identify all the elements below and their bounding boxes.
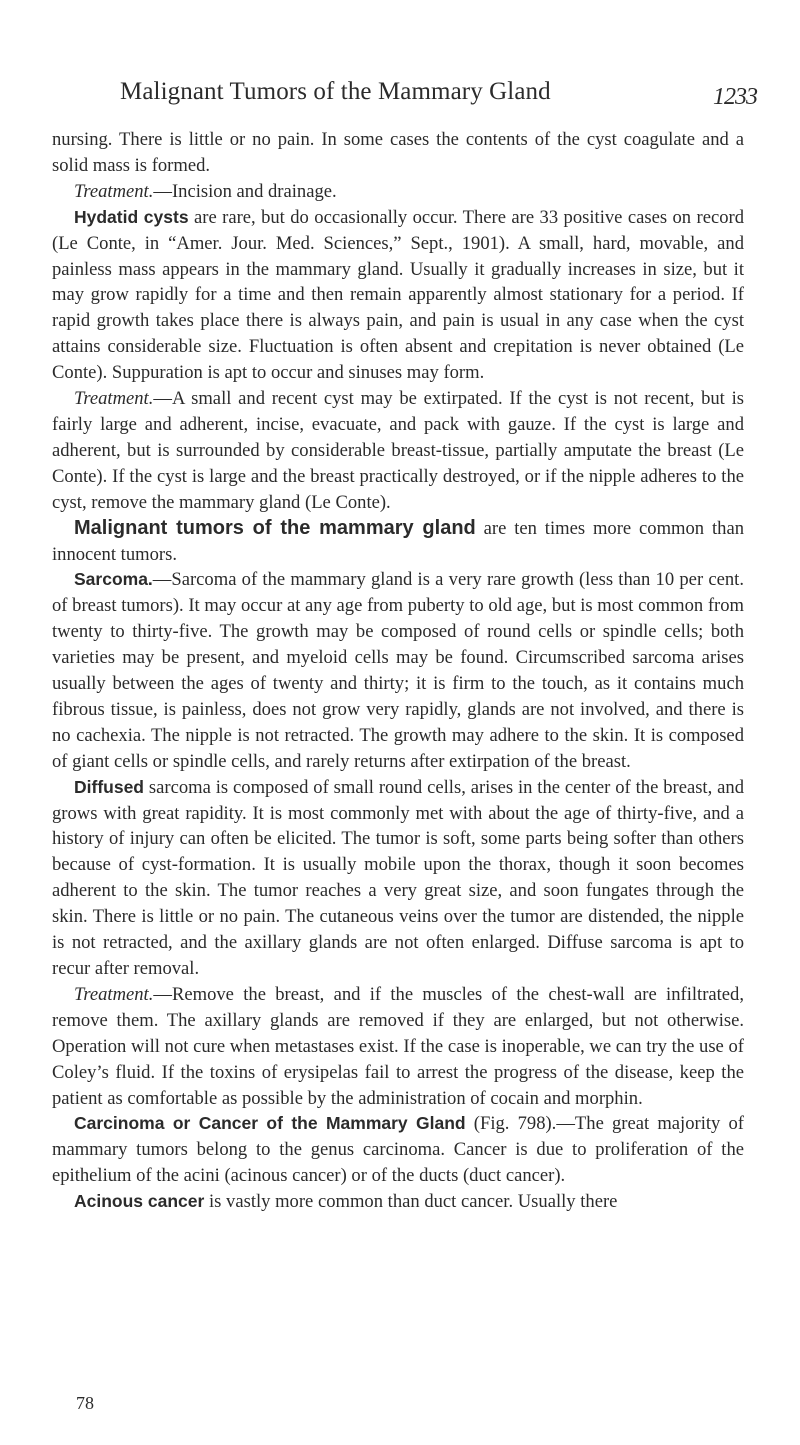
paragraph	[52, 567, 744, 774]
subheading-italic: Treatment.	[74, 983, 154, 1005]
subheading-italic: Treatment.	[74, 388, 154, 410]
paragraph	[52, 516, 744, 568]
page-number: 1233	[713, 84, 757, 110]
body-text	[52, 127, 744, 1215]
paragraph-text: —Remove the breast, and if the muscles of the chest-wall are infiltrated, remove them. The axillary glands are removed if they are enlarged, but not otherwise. Operation will not cure when metastases exist. If the case is inoperable, we can try the use of Coley’s fluid. If the toxins of erysipelas fail to arrest the progress of the disease, keep the patient as comfortable as possible by the administration of cocain and morphin.	[52, 983, 744, 1109]
paragraph-text: are rare, but do occasionally occur. There are 33 positive cases on record (Le Conte, in “Amer. Jour. Med. Sciences,” Sept., 1901). A small, hard, movable, and painless mass appears in the mammary gland. Usually it gradually increases in size, but it may grow rapidly for a time and then remain apparently almost stationary for a period. If rapid growth takes place there is always pain, and pain is usual in any case when the cyst attains considerable size. Fluctuation is often absent and crepitation is never obtained (Le Conte). Suppuration is apt to occur and sinuses may form.	[52, 206, 745, 384]
paragraph	[52, 179, 744, 205]
paragraph-text: (Fig. 798).—The great majority of mammary tumors belong to the genus carcinoma. Cancer is due to proliferation of the epithelium of the acini (acinous cancer) or of the ducts (duct cancer).	[52, 1113, 744, 1187]
section-heading: Sarcoma.	[74, 569, 153, 590]
paragraph	[52, 775, 744, 982]
subheading-italic: Treatment.	[74, 180, 154, 202]
paragraph	[52, 127, 744, 179]
paragraph-text: sarcoma is composed of small round cells, arises in the center of the breast, and grows with great rapidity. It is most commonly met with about the age of thirty-five, and a history of injury can often be elicited. The tumor is soft, some parts being softer than others because of cyst-formation. It is usually mobile upon the thorax, though it soon becomes adherent to the skin. The tumor reaches a very great size, and soon fungates through the skin. There is little or no pain. The cutaneous veins over the tumor are distended, the nipple is not retracted, and the axillary glands are not often enlarged. Diffuse sarcoma is apt to recur after removal.	[52, 776, 744, 979]
section-heading: Malignant tumors of the mammary gland	[74, 516, 476, 539]
section-heading: Acinous cancer	[74, 1191, 205, 1212]
page-header	[0, 78, 800, 108]
paragraph-text: is vastly more common than duct cancer. Usually there	[204, 1191, 618, 1213]
paragraph	[52, 1189, 744, 1215]
signature-mark: 78	[76, 1393, 94, 1413]
paragraph	[52, 386, 744, 516]
section-heading: Diffused	[74, 776, 144, 797]
section-heading: Carcinoma or Cancer of the Mammary Gland	[74, 1113, 466, 1134]
paragraph	[52, 982, 744, 1112]
paragraph	[52, 205, 744, 386]
paragraph-text: —Incision and drainage.	[153, 180, 337, 202]
paragraph-text: —A small and recent cyst may be extirpated. If the cyst is not recent, but is fairly large and adherent, incise, evacuate, and pack with gauze. If the cyst is large and adherent, but is surrounded by considerable breast-tissue, partially amputate the breast (Le Conte). If the cyst is large and the breast practically destroyed, or if the nipple adheres to the cyst, remove the mammary gland (Le Conte).	[52, 388, 744, 513]
paragraph-text: —Sarcoma of the mammary gland is a very rare growth (less than 10 per cent. of breast tumors). It may occur at any age from puberty to old age, but is most common from twenty to thirty-five. The growth may be composed of round cells or spindle cells; both varieties may be present, and myeloid cells may be found. Circumscribed sarcoma arises usually between the ages of twenty and thirty; it is firm to the touch, as it contains much fibrous tissue, is painless, does not grow very rapidly, glands are not involved, and there is no cachexia. The nipple is not retracted. The growth may adhere to the skin. It is composed of giant cells or spindle cells, and rarely returns after extirpation of the breast.	[52, 569, 744, 772]
running-title: Malignant Tumors of the Mammary Gland	[120, 78, 551, 105]
paragraph-text: nursing. There is little or no pain. In some cases the contents of the cyst coagulate and a solid mass is formed.	[52, 129, 744, 176]
paragraph	[52, 1111, 744, 1189]
paragraph-text: are ten times more common than innocent tumors.	[52, 517, 744, 565]
section-heading: Hydatid cysts	[74, 206, 189, 227]
